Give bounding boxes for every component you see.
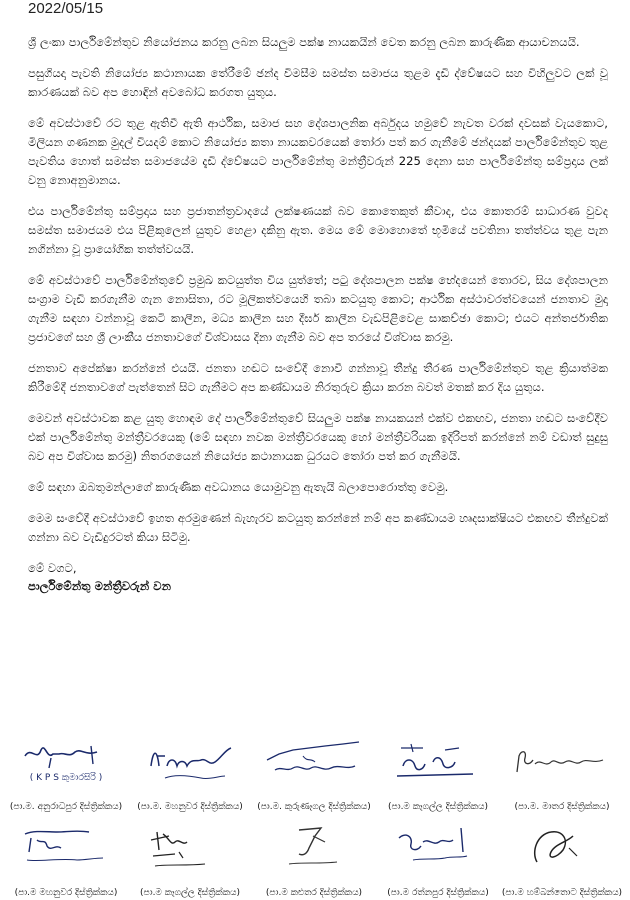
paragraph: මේ අවස්ථාවේ පාර්ලිමේන්තුවේ ප්‍රමුඛ කටයුත්ත විය යුත්තේ; පටු දේශපාලන පක්ෂ භේදයෙන් තොරව, සිය දේශපාලන සංග්‍රාම වැඩි කරගැනීම ගැන නොසිතා, රට මූලිකත්වයෙහි තබා කටයුතු කොට; ආර්ථික අස්ථාවරත්වයෙන් ජනතාව මුදා ගැනීම සඳහා වන්නාවූ කෙටි කාලීන, මධ්‍ය කාලීන සහ දීර්ඝ කාලීන වැඩපිළිවෙළ සාකච්ඡා කොට; එයට අන්තර්ජාතික ප්‍රජාවගේ සහ ශ්‍රී ලාංකීය ජනතාවගේ විශ්වාසය දිනා ගැනීම බව අප තරයේ විශ්වාස කරමු. [28,273,608,344]
signature-block [252,822,376,898]
paragraph: එය පාර්ලිමේන්තු සම්ප්‍රදාය සහ ප්‍රජාතන්ත්‍රවාදයේ ලක්ෂණයක් බව කොතෙකුත් කීවාද, එය කොතරම් සාධාරණ වුවද සමස්ත සමාජයම එය පිළිකුලෙන් යුතුව හෙළා දකිනු ඇත. මෙය මේ මොහොතේ භූමියේ පවතිනා තත්ත්වය තුළ පැන නගින්නා වූ ප්‍රායෝගික තත්ත්වයයි. [28,204,608,256]
signature-block [500,822,624,898]
signature-label: (පා.ම කෑගල්ල දිස්ත්‍රික්කය) [140,888,240,898]
letter-date: 2022/05/15 [28,0,104,17]
signature-label: (පා.ම රත්නපුර දිස්ත්‍රික්කය) [387,888,489,898]
paragraph: මෙම සංවේදී අවස්ථාවේ ඉහත අරමුණෙන් බැහැරව කටයුතු කරන්නේ නම් අප කණ්ඩායම හෘදසාක්ෂියට එකඟව තීන්දුවක් ගන්නා බව වැඩිදුරටත් කියා සිටිමු. [28,511,608,544]
handwritten-signature-icon [507,736,617,792]
paragraph-salutation: ශ්‍රී ලංකා පාර්ලිමේන්තුව නියෝජනය කරනු ලබන සියලුම පක්ෂ නායකයින් වෙත කරනු ලබන කාරුණික ආයාචනයයි. [28,35,580,49]
closing-line: මේ වගට, [28,561,77,575]
paragraph: ජනතාව අපේක්ෂා කරන්නේ එයයි. ජනතා හඬට සංවේදී නොවී ගන්නාවූ තීන්දු තීරණ පාර්ලිමේන්තුව තුළ ක්‍රියාත්මක කිරීමේදී ජනතාවගේ පැත්තෙන් සිට ගැනීමට අප කණ්ඩායම නිරතුරුව ක්‍රියා කරන බවත් මතක් කර දිය යුතුය. [28,361,608,394]
signature-label: (පා.ම මහනුවර දිස්ත්‍රික්කය) [14,888,118,898]
paragraph: පසුගියදා පැවති නියෝජ්‍ය කථානායක තේරීමේ ඡන්ද විමසීම සමස්ත සමාජය තුළම දැඩි ද්වේෂයට සහ විහිලුවට ලක් වූ කාරණයක් බව අප හොඳින් අවබෝධ කරගත යුතුය. [28,66,608,99]
signature-block [252,736,376,812]
handwritten-signature-icon [383,736,493,792]
signature-label: (පා.ම. මාතර දිස්ත්‍රික්කය) [514,802,610,812]
handwritten-signature-icon [259,822,369,878]
signature-block [376,822,500,898]
signature-label: (පා.ම කෑගල්ල දිස්ත්‍රික්කය) [388,802,488,812]
signature-block [128,736,252,812]
signature-label: (පා.ම. මහනුවර දිස්ත්‍රික්කය) [137,802,243,812]
signature-label: (පා.ම. අනුරාධපුර දිස්ත්‍රික්කය) [9,802,123,812]
signature-block [4,736,128,812]
handwritten-signature-icon [11,736,121,792]
paragraph: මෙවන් අවස්ථාවක කළ යුතු හොඳම දේ පාර්ලිමේන්තුවේ සියලුම පක්ෂ නායකයන් එක්ව එකඟව, ජනතා හඬට සංවේදීව එක් පාර්ලිමේන්තු මන්ත්‍රීවරයෙකු (මේ සඳහා නවක මන්ත්‍රීවරයෙකු හෝ මන්ත්‍රීවරියක ඉදිරිපත් කරන්නේ නම් වඩාත් සුදුසු බව අප විශ්වාස කරමු) නිතරගයෙන් නියෝජ්‍ය කථානායක ධුරයට තෝරා පත් කර ගැනීමයි. [28,411,608,463]
signature-block [4,822,128,898]
handwritten-signature-icon [135,736,245,792]
handwritten-signature-icon [383,822,493,878]
handwritten-signature-icon [135,822,245,878]
signature-block [500,736,624,812]
signature-label: (පා.ම කළුතර දිස්ත්‍රික්කය) [265,888,363,898]
signature-label: (පා.ම. කුරුණෑගල දිස්ත්‍රික්කය) [257,802,371,812]
letter-body [28,33,608,595]
paragraph: මේ අවස්ථාවේ රට තුළ ඇතිවී ඇති ආර්ථික, සමාජ සහ දේශපාලනික අර්බුදය හමුවේ නැවත වරක් දවසක් වැයකොට, මිලියන ගණනක මුදල් වියදම් කොට නියෝජ්‍ය කතා නායකවරයෙක් තෝරා පත් කර ගැනීමේ ඡන්දයක් පාර්ලිමේන්තුව තුළ පැවතිය හොත් සමස්ත සමාජයේම දැඩි ද්වේෂයට පාර්ලිමේන්තු මන්ත්‍රීවරුන් 225 දෙනා සහ පාර්ලිමේන්තු සම්ප්‍රදාය ලක් වනු නොඅනුමානය. [28,116,608,187]
signature-label: (පා.ම හම්බන්තොට දිස්ත්‍රික්කය) [501,888,623,898]
signature-grid [0,732,630,900]
signatories-heading: පාර්ලිමේන්තු මන්ත්‍රීවරුන් වන [28,579,172,593]
signature-block [128,822,252,898]
paragraph: මේ සඳහා ඔබතුමන්ලාගේ කාරුණික අවධානය යොමුවනු ඇතැයි බලාපොරොත්තු වෙමු. [28,480,449,494]
signature-name-text: ( K P S කුමාරසිරි ) [29,773,103,783]
closing-block [28,559,608,595]
handwritten-signature-icon [507,822,617,878]
handwritten-signature-icon [259,736,369,792]
signature-block [376,736,500,812]
handwritten-signature-icon [11,822,121,878]
